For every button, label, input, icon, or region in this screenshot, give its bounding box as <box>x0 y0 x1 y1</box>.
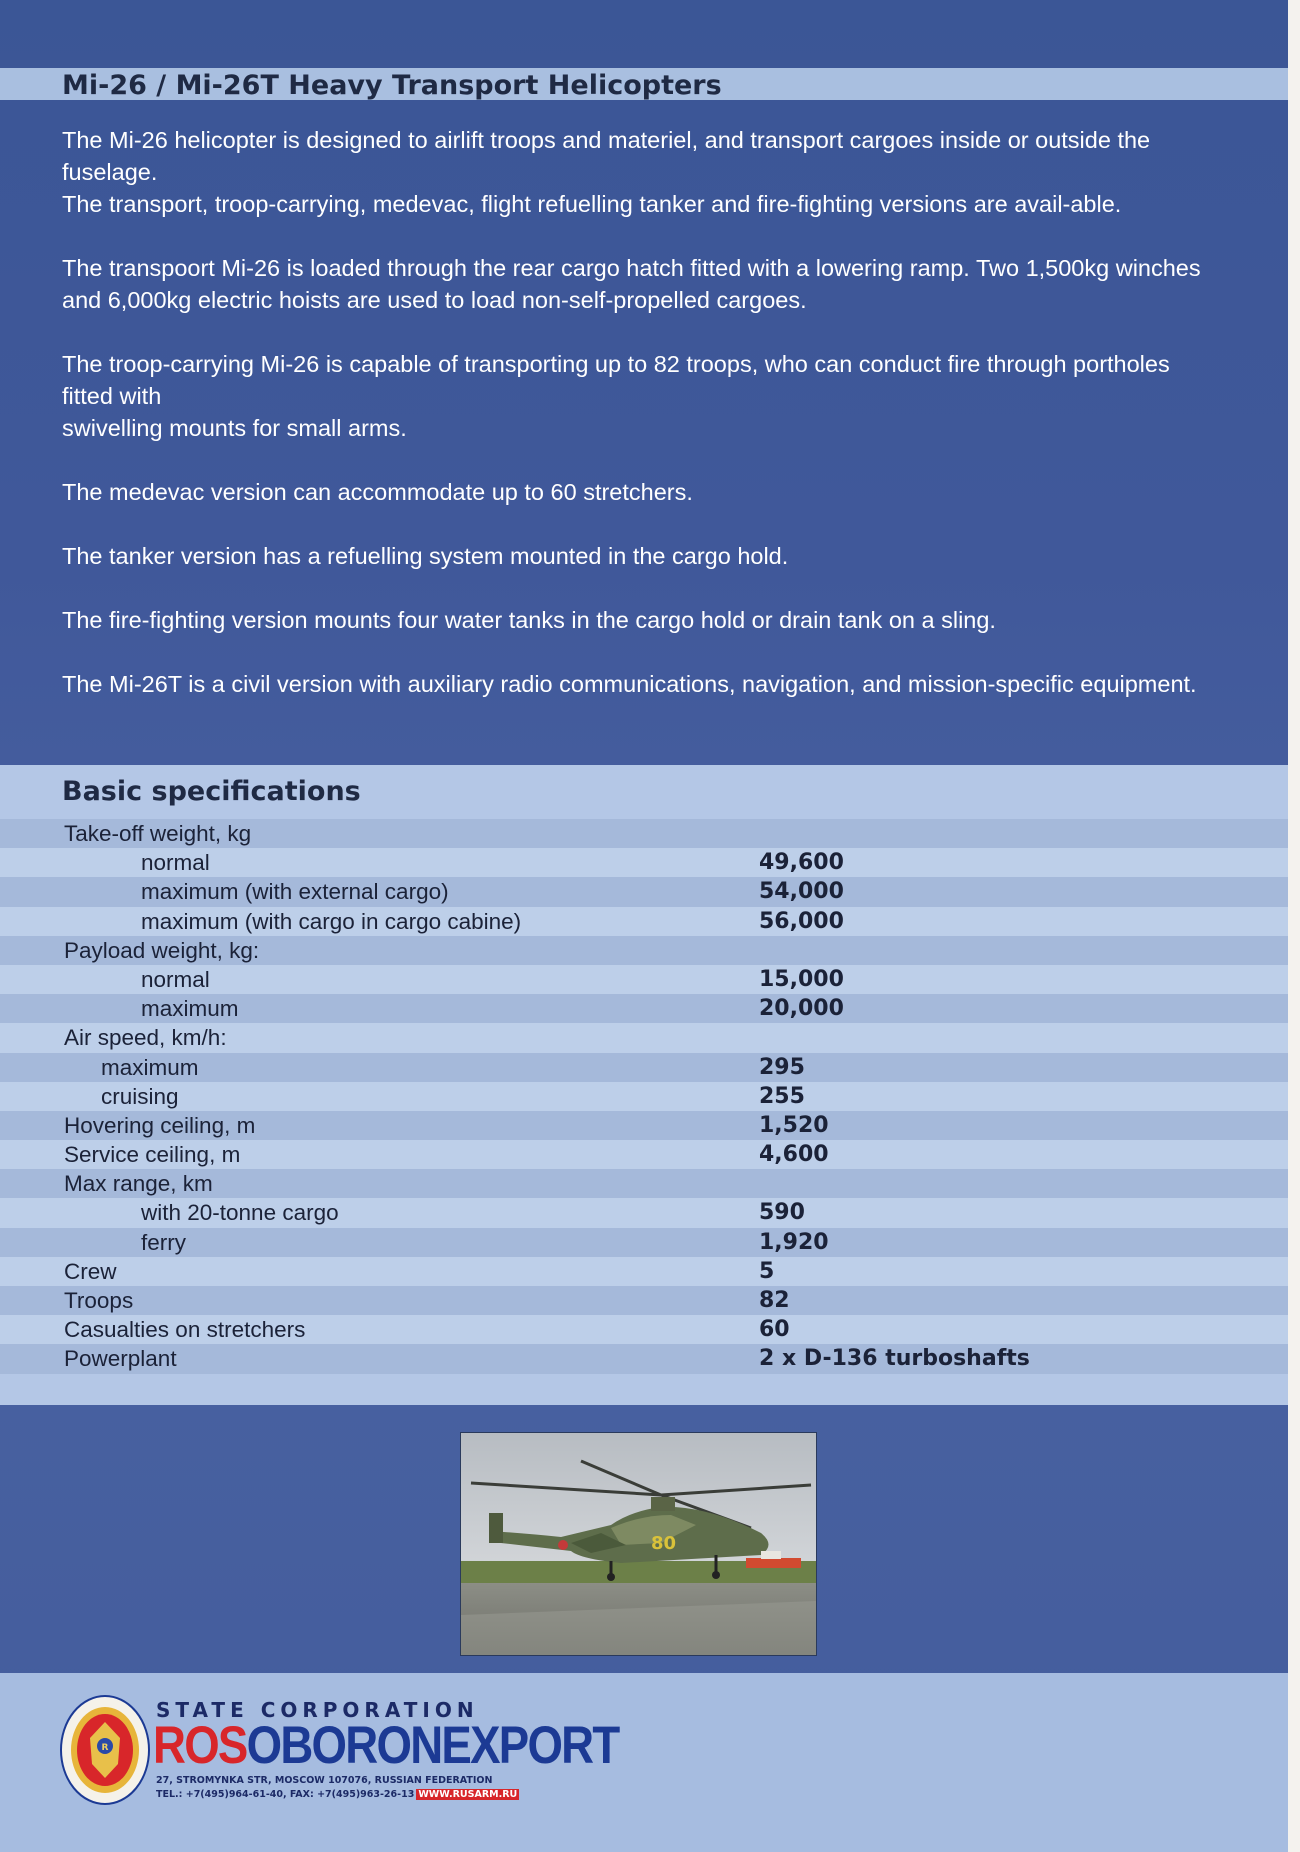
spec-heading: Basic specifications <box>62 776 361 807</box>
spec-label: Service ceiling, m <box>64 1142 241 1168</box>
svg-text:R: R <box>101 1743 109 1753</box>
tail-number: 80 <box>651 1533 677 1554</box>
spec-label: normal <box>141 966 210 992</box>
spec-label: Max range, km <box>64 1171 213 1197</box>
intro-paragraph-7: The Mi-26T is a civil version with auxiliary radio communications, navigation, and mission-specific equipment. <box>62 671 1197 697</box>
corporation-address: 27, STROMYNKA STR, MOSCOW 107076, RUSSIAN FEDERATION <box>156 1775 493 1786</box>
helicopter-photo <box>460 1432 817 1656</box>
spec-row <box>0 1111 1288 1140</box>
spec-label: cruising <box>101 1083 179 1109</box>
spec-label: Troops <box>64 1288 134 1313</box>
spec-row <box>0 1198 1288 1227</box>
spec-row <box>0 994 1288 1023</box>
spec-value: 5 <box>759 1258 775 1284</box>
intro-line: The transport, troop-carrying, medevac, flight refuelling tanker and fire-fighting versions are avail-able. <box>62 191 1122 217</box>
spec-value: 295 <box>759 1054 805 1080</box>
intro-paragraph-2: The transpoort Mi-26 is loaded through the rear cargo hatch fitted with a lowering ramp. Two 1,500kg winches and 6,000kg electric hoists are used to load non-self-propelled cargoes. <box>62 255 1201 313</box>
spec-row <box>0 1140 1288 1169</box>
spec-label: maximum (with cargo in cargo cabine) <box>141 908 522 934</box>
intro-paragraph-4: The medevac version can accommodate up to 60 stretchers. <box>62 479 693 505</box>
spec-row <box>0 1228 1288 1257</box>
corporation-contact <box>156 1789 519 1800</box>
intro-line: The troop-carrying Mi-26 is capable of transporting up to 82 troops, who can conduct fire through portholes fitted with <box>62 351 1170 409</box>
intro-line: The Mi-26 helicopter is designed to airlift troops and materiel, and transport cargoes inside or outside the fuselage. <box>62 127 1151 185</box>
spec-label: Take-off weight, kg <box>64 821 252 846</box>
spec-row <box>0 877 1288 906</box>
spec-row <box>0 1315 1288 1344</box>
spec-label: maximum <box>141 996 239 1022</box>
rosoboronexport-emblem-logo <box>60 1694 150 1806</box>
website-link[interactable]: WWW.RUSARM.RU <box>418 1789 518 1800</box>
spec-row <box>0 819 1288 848</box>
spec-value: 49,600 <box>759 850 844 876</box>
spec-label: Powerplant <box>64 1346 177 1372</box>
spec-row <box>0 1053 1288 1082</box>
spec-row <box>0 936 1288 965</box>
spec-label: Payload weight, kg: <box>64 937 260 963</box>
intro-line: swivelling mounts for small arms. <box>62 415 407 441</box>
spec-value: 56,000 <box>759 908 844 934</box>
spec-row <box>0 1286 1288 1315</box>
spec-label: Air speed, km/h: <box>64 1025 227 1051</box>
spec-row <box>0 965 1288 994</box>
spec-label: Casualties on stretchers <box>64 1317 306 1343</box>
spec-value: 54,000 <box>759 879 844 905</box>
spec-value: 82 <box>759 1288 790 1313</box>
spec-value: 15,000 <box>759 966 844 992</box>
spec-value: 4,600 <box>759 1142 829 1168</box>
corporation-name-red: ROS <box>153 1716 247 1775</box>
spec-value: 1,920 <box>759 1229 829 1255</box>
spec-value: 2 x D-136 turboshafts <box>759 1346 1030 1372</box>
intro-text <box>62 124 1222 732</box>
spec-value: 1,520 <box>759 1112 829 1138</box>
spec-label: maximum (with external cargo) <box>141 879 449 905</box>
intro-paragraph-5: The tanker version has a refuelling system mounted in the cargo hold. <box>62 543 789 569</box>
spec-label: Hovering ceiling, m <box>64 1112 256 1138</box>
spec-value: 590 <box>759 1200 805 1226</box>
spec-label: with 20-tonne cargo <box>141 1200 339 1226</box>
spec-row <box>0 1257 1288 1286</box>
helicopter-photo-image <box>461 1433 816 1655</box>
phone-fax: TEL.: +7(495)964-61-40, FAX: +7(495)963-26-13 <box>156 1789 415 1800</box>
intro-paragraph-6: The fire-fighting version mounts four water tanks in the cargo hold or drain tank on a sling. <box>62 607 996 633</box>
spec-row <box>0 1344 1288 1373</box>
page-title: Mi-26 / Mi-26T Heavy Transport Helicopters <box>62 70 722 101</box>
spec-label: ferry <box>141 1229 186 1255</box>
corporation-label: STATE CORPORATION <box>156 1698 479 1722</box>
spec-row <box>0 1023 1288 1052</box>
intro-paragraph-1 <box>62 124 1222 220</box>
spec-row <box>0 1082 1288 1111</box>
spec-label: maximum <box>101 1054 199 1080</box>
spec-row <box>0 907 1288 936</box>
spec-value: 60 <box>759 1317 790 1343</box>
corporation-name <box>153 1718 619 1774</box>
spec-row <box>0 1169 1288 1198</box>
spec-label: Crew <box>64 1258 117 1284</box>
corporation-name-blue: OBORONEXPORT <box>246 1716 619 1775</box>
page-edge <box>1288 0 1300 1852</box>
spec-label: normal <box>141 850 210 876</box>
intro-paragraph-3 <box>62 348 1222 444</box>
spec-row <box>0 848 1288 877</box>
spec-value: 255 <box>759 1083 805 1109</box>
spec-value: 20,000 <box>759 996 844 1022</box>
spec-table <box>0 819 1288 1374</box>
